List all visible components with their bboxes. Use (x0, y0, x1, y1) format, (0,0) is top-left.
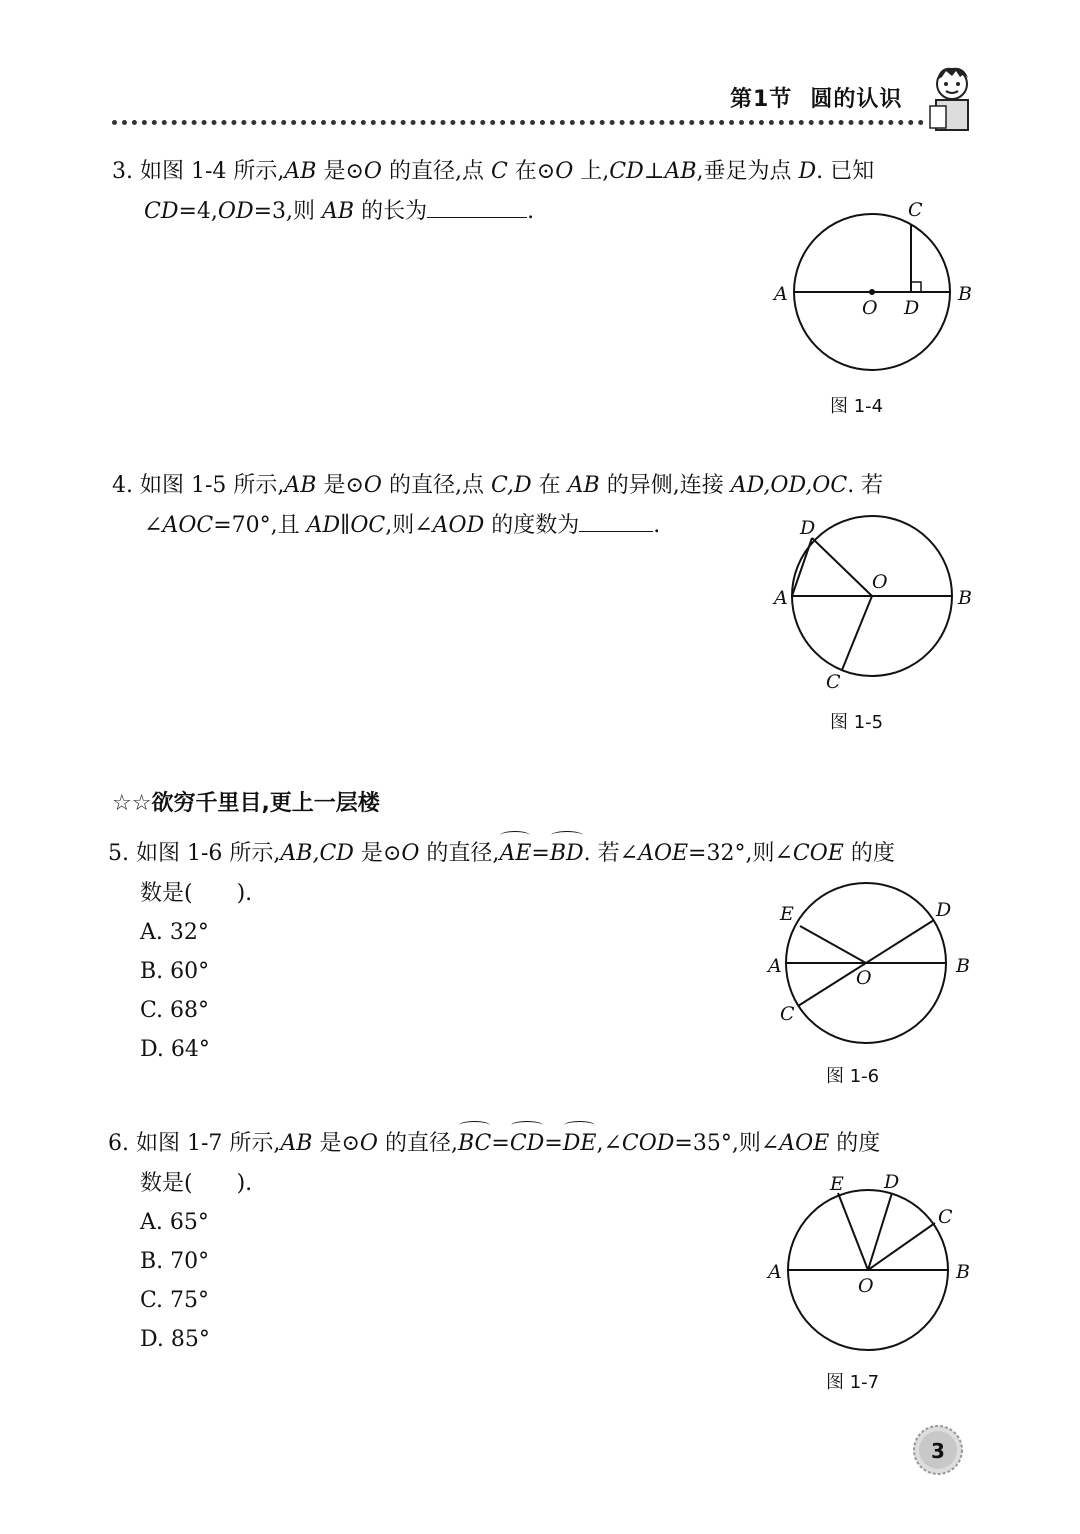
arc-de: DE (563, 1124, 597, 1164)
question-6-line2: 数是( ). (140, 1171, 253, 1196)
q6-option-a[interactable]: A. 65° (140, 1210, 209, 1235)
svg-text:B: B (958, 283, 972, 305)
question-3-line2: CD=4,OD=3,则 AB 的长为 . (144, 192, 534, 232)
q6-option-b[interactable]: B. 70° (140, 1249, 210, 1274)
svg-text:E: E (780, 903, 794, 925)
question-6: 6. 如图 1-7 所示,AB 是⊙O 的直径,BC=CD=DE,∠COD=35°,则∠AOE 的度 (108, 1124, 880, 1164)
figure-1-4 (770, 196, 980, 386)
svg-text:O: O (856, 967, 872, 989)
q5-option-b[interactable]: B. 60° (140, 959, 210, 984)
svg-text:D: D (884, 1171, 900, 1193)
q5-option-c[interactable]: C. 68° (140, 998, 210, 1023)
header-divider (112, 120, 924, 125)
svg-text:B: B (958, 587, 972, 609)
page-number: 3 (931, 1439, 945, 1463)
svg-text:C: C (938, 1206, 953, 1228)
svg-text:O: O (862, 297, 878, 319)
arc-bc: BC (458, 1124, 491, 1164)
mascot-icon (924, 62, 980, 134)
q6-option-d[interactable]: D. 85° (140, 1327, 210, 1352)
figure-1-7 (760, 1168, 980, 1358)
question-4: 4. 如图 1-5 所示,AB 是⊙O 的直径,点 C,D 在 AB 的异侧,连接 AD,OD,OC. 若 (112, 473, 884, 498)
section-header (730, 82, 902, 113)
svg-text:A: A (774, 587, 788, 609)
q5-option-d[interactable]: D. 64° (140, 1037, 210, 1062)
svg-text:B: B (956, 955, 970, 977)
figure-1-5 (770, 510, 980, 700)
section-title: 圆的认识 (810, 87, 903, 112)
svg-text:A: A (768, 1261, 782, 1283)
question-5: 5. 如图 1-6 所示,AB,CD 是⊙O 的直径,AE=BD. 若∠AOE=32°,则∠COE 的度 (108, 834, 895, 874)
svg-text:C: C (826, 671, 841, 693)
svg-text:O: O (872, 571, 888, 593)
caption-1-4: 图 1-4 (830, 396, 884, 417)
caption-1-5: 图 1-5 (830, 712, 884, 733)
section-number: 第1节 (730, 87, 793, 112)
page-number-badge (906, 1418, 970, 1482)
svg-text:C: C (908, 199, 923, 221)
svg-text:A: A (768, 955, 782, 977)
q6-option-c[interactable]: C. 75° (140, 1288, 210, 1313)
svg-text:D: D (800, 517, 816, 539)
question-4-line2: ∠AOC=70°,且 AD∥OC,则∠AOD 的度数为 . (144, 506, 660, 546)
svg-text:E: E (830, 1173, 844, 1195)
svg-text:A: A (774, 283, 788, 305)
caption-1-6: 图 1-6 (826, 1066, 880, 1087)
figure-1-6 (760, 880, 980, 1060)
svg-text:D: D (936, 899, 952, 921)
section-heading: ☆☆欲穷千里目,更上一层楼 (112, 791, 380, 816)
arc-cd: CD (510, 1124, 544, 1164)
svg-text:C: C (780, 1003, 795, 1025)
answer-blank-3[interactable] (427, 193, 527, 218)
svg-text:B: B (956, 1261, 970, 1283)
svg-text:D: D (904, 297, 920, 319)
q5-option-a[interactable]: A. 32° (140, 920, 209, 945)
question-3: 3. 如图 1-4 所示,AB 是⊙O 的直径,点 C 在⊙O 上,CD⊥AB,垂足为点 D. 已知 (112, 159, 875, 184)
caption-1-7: 图 1-7 (826, 1372, 880, 1393)
question-5-line2: 数是( ). (140, 881, 253, 906)
arc-ae: AE (499, 834, 531, 874)
answer-blank-4[interactable] (579, 507, 653, 532)
arc-bd: BD (550, 834, 584, 874)
svg-text:O: O (858, 1275, 874, 1297)
